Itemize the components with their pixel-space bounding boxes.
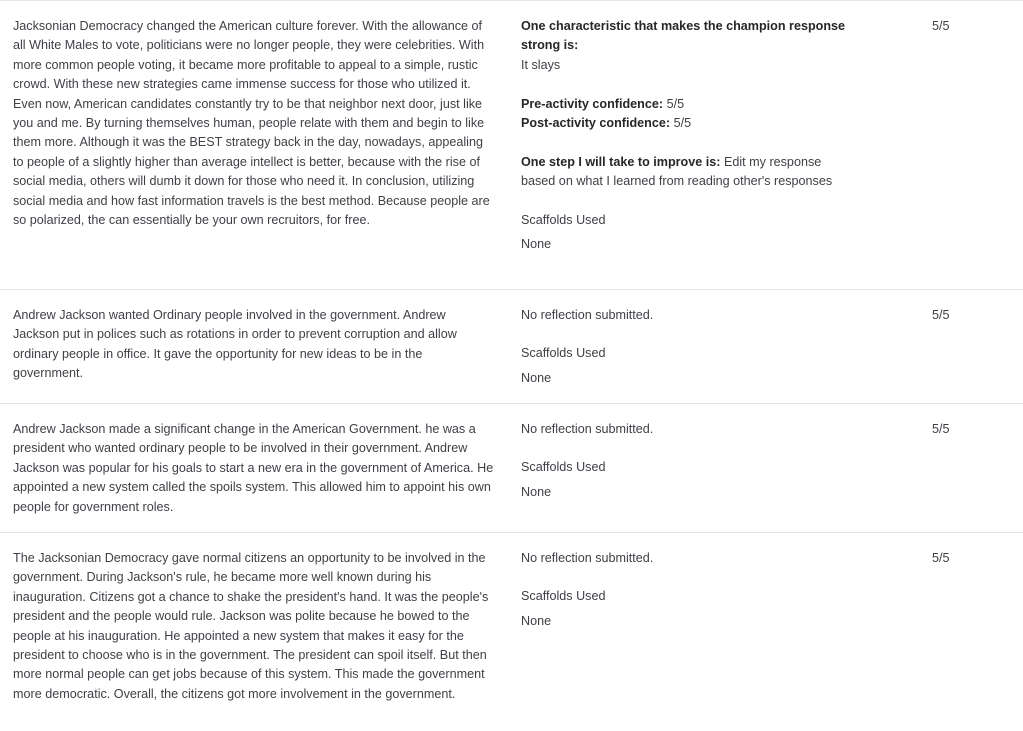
scaffolds-value: None <box>521 237 552 252</box>
scaffolds-value: None <box>521 613 552 628</box>
post-confidence <box>521 114 856 133</box>
characteristic-label: One characteristic that makes the champion response strong is: <box>521 19 846 53</box>
scaffolds-value: None <box>521 484 552 499</box>
score: 5/5 <box>932 19 950 33</box>
scaffolds-value: None <box>521 370 552 385</box>
score: 5/5 <box>932 551 950 565</box>
scaffolds-title: Scaffolds Used <box>521 346 606 361</box>
score: 5/5 <box>932 308 950 322</box>
student-response: Jacksonian Democracy changed the American culture forever. With the allowance of all White Males to vote, politicians were no longer people, they were celebrities. With more common people voting, it became more profitable to appeal to a simple, rustic crowd. With these new strategies came immense success for those who utilized it. Even now, American candidates constantly try to be that neighbor next door, just like you and me. By turning themselves human, people relate with them and begin to like them more. Although it was the BEST strategy back in the day, nowadays, appealing to people of a slightly higher than average intellect is better, because with the rise of social media, others will dumb it down for those who need it. In conclusion, utilizing social media and how fast information travels is the best method. Because people are so polarized, the can essentially be your own recruitors, for free. <box>13 19 490 228</box>
table-row <box>0 0 1023 289</box>
reflection-cell <box>521 306 856 388</box>
student-response: Andrew Jackson wanted Ordinary people involved in the government. Andrew Jackson put in polices such as rotations in order to prevent corruption and allow ordinary people in office. It gave the opportunity for new ideas to be in the government. <box>13 308 457 381</box>
improve-step-value: Edit my response based on what I learned from reading other's responses <box>521 154 833 189</box>
reflection-cell <box>521 420 856 502</box>
reflection-text: No reflection submitted. <box>521 422 654 436</box>
reflection-cell <box>521 549 856 631</box>
scaffolds-title: Scaffolds Used <box>521 589 606 604</box>
characteristic-value: It slays <box>521 57 561 72</box>
scaffolds-title: Scaffolds Used <box>521 460 606 475</box>
reflection-text: No reflection submitted. <box>521 551 654 565</box>
table-row <box>0 289 1023 403</box>
pre-confidence <box>521 95 856 114</box>
improve-step <box>521 153 856 192</box>
reflection-cell <box>521 17 856 254</box>
student-response: Andrew Jackson made a significant change in the American Government. he was a president who wanted ordinary people to be involved in their government. Andrew Jackson was popular for his goals to start a new era in the government of America. He appointed a new system called the spoils system. This allowed him to appoint his own people for government roles. <box>13 422 494 514</box>
score: 5/5 <box>932 422 950 436</box>
reflection-text: No reflection submitted. <box>521 308 654 322</box>
improve-step-label: One step I will take to improve is: <box>521 154 721 169</box>
post-confidence-label: Post-activity confidence: <box>521 116 671 131</box>
post-confidence-value: 5/5 <box>673 116 692 131</box>
table-row <box>0 403 1023 532</box>
pre-confidence-label: Pre-activity confidence: <box>521 96 664 111</box>
pre-confidence-value: 5/5 <box>666 96 685 111</box>
scaffolds-title: Scaffolds Used <box>521 212 606 227</box>
student-response: The Jacksonian Democracy gave normal citizens an opportunity to be involved in the government. During Jackson's rule, he became more well known during his inauguration. Citizens got a chance to shake the president's hand. It was the people's president and the people would rule. Jackson was polite because he bowed to the people at his inauguration. He appointed a new system that makes it easy for the president to choose who is in the government. The president can spoil itself. But then more normal people can get jobs because of this system. This made the government more democratic. Overall, the citizens got more involvement in the government. <box>13 551 489 701</box>
table-row <box>0 532 1023 731</box>
